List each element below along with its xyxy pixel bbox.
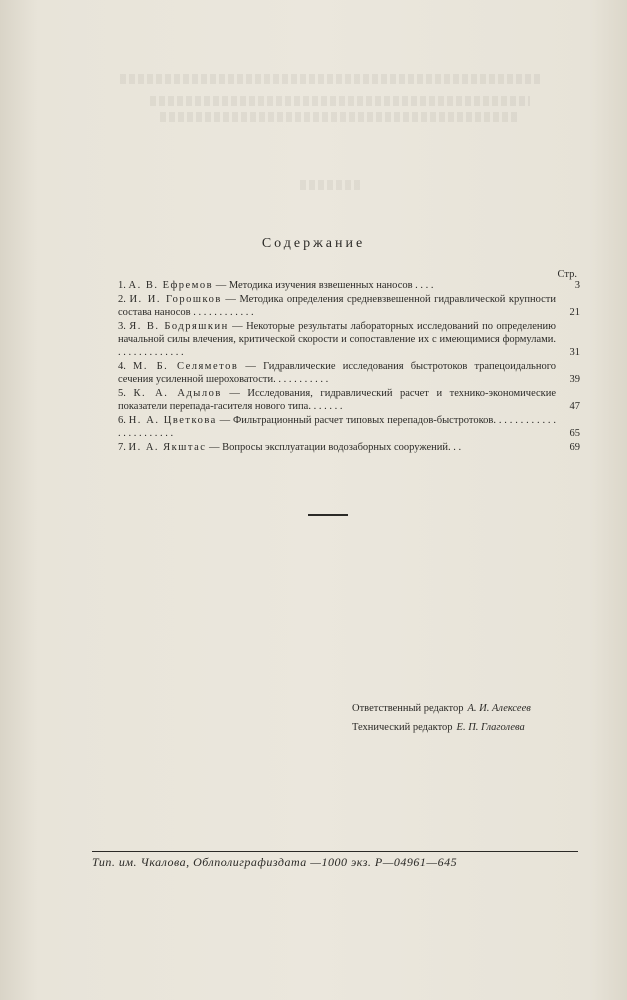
table-of-contents <box>118 268 580 455</box>
toc-page: 47 <box>569 401 580 412</box>
toc-text: Вопросы эксплуатации водозаборных сооружений. . . <box>222 442 462 453</box>
technical-editor: Технический редактор Е. П. Глаголева <box>352 722 525 733</box>
bleed-through-text <box>150 96 530 106</box>
toc-text: Методика изучения взвешенных наносов . . . . <box>228 280 434 291</box>
toc-author: К. А. Адылов <box>133 388 222 399</box>
toc-text: Гидравлические исследования быстротоков трапецоидального сечения усиленной шероховатости. . . . . . . . . . . <box>118 361 557 385</box>
toc-author: И. И. Горошков <box>129 294 222 305</box>
toc-entry: 3. Я. В. Бодряшкин — Некоторые результаты лабораторных исследований по определению начальной силы влечения, критической скорости и сопоставление их с имеющимися формулами. . . . . . . . . . . . . . 31 <box>118 321 580 358</box>
responsible-editor: Ответственный редактор А. И. Алексеев <box>352 703 531 714</box>
toc-text: Фильтрационный расчет типовых перепадов-быстротоков. . . . . . . . . . . . . . . . . . . . . . . <box>118 415 556 439</box>
toc-entry: 2. И. И. Горошков — Методика определения средневзвешенной гидравлической крупности состава наносов . . . . . . . . . . . . 21 <box>118 294 580 318</box>
toc-author: Я. В. Бодряшкин <box>129 321 229 332</box>
toc-author: И. А. Якштас <box>128 442 207 453</box>
toc-entry: 7. И. А. Якштас — Вопросы эксплуатации водозаборных сооружений. . . 69 <box>118 442 580 453</box>
footer-rule <box>92 851 578 852</box>
print-imprint: Тип. им. Чкалова, Облполиграфиздата —1000 экз. Р—04961—645 <box>92 855 458 869</box>
page-column-header: Стр. <box>557 269 577 280</box>
bleed-through-text <box>160 112 520 122</box>
toc-entry: 6. Н. А. Цветкова — Фильтрационный расчет типовых перепадов-быстротоков. . . . . . . . . . . . . . . . . . . . . . . 65 <box>118 415 580 439</box>
toc-entry: 5. К. А. Адылов — Исследования, гидравлический расчет и технико-экономические показатели перепада-гасителя нового типа. . . . . . . 47 <box>118 388 580 412</box>
bleed-through-text <box>300 180 360 190</box>
toc-page: 21 <box>569 307 580 318</box>
toc-page: 69 <box>569 442 580 453</box>
toc-entry: 1. А. В. Ефремов — Методика изучения взвешенных наносов . . . . 3 <box>118 280 580 291</box>
editors-block <box>352 699 592 737</box>
toc-page: 3 <box>574 280 580 291</box>
toc-author: М. Б. Селяметов <box>133 361 239 372</box>
toc-text: Некоторые результаты лабораторных исследований по определению начальной силы влечения, критической скорости и сопоставление их с имеющимися формулами. . . . . . . . . . . . . . <box>118 321 557 358</box>
section-divider <box>308 514 348 516</box>
contents-title: Содержание <box>261 236 366 251</box>
toc-text: Исследования, гидравлический расчет и технико-экономические показатели перепада-гасителя нового типа. . . . . . . <box>118 388 557 412</box>
toc-author: А. В. Ефремов <box>128 280 214 291</box>
toc-page: 39 <box>569 374 580 385</box>
toc-text: Методика определения средневзвешенной гидравлической крупности состава наносов . . . . . . . . . . . . <box>118 294 556 318</box>
bleed-through-text <box>120 74 540 84</box>
toc-entry: 4. М. Б. Селяметов — Гидравлические исследования быстротоков трапецоидального сечения усиленной шероховатости. . . . . . . . . . . 39 <box>118 361 580 385</box>
toc-page: 31 <box>569 347 580 358</box>
toc-page: 65 <box>569 428 580 439</box>
toc-author: Н. А. Цветкова <box>128 415 217 426</box>
